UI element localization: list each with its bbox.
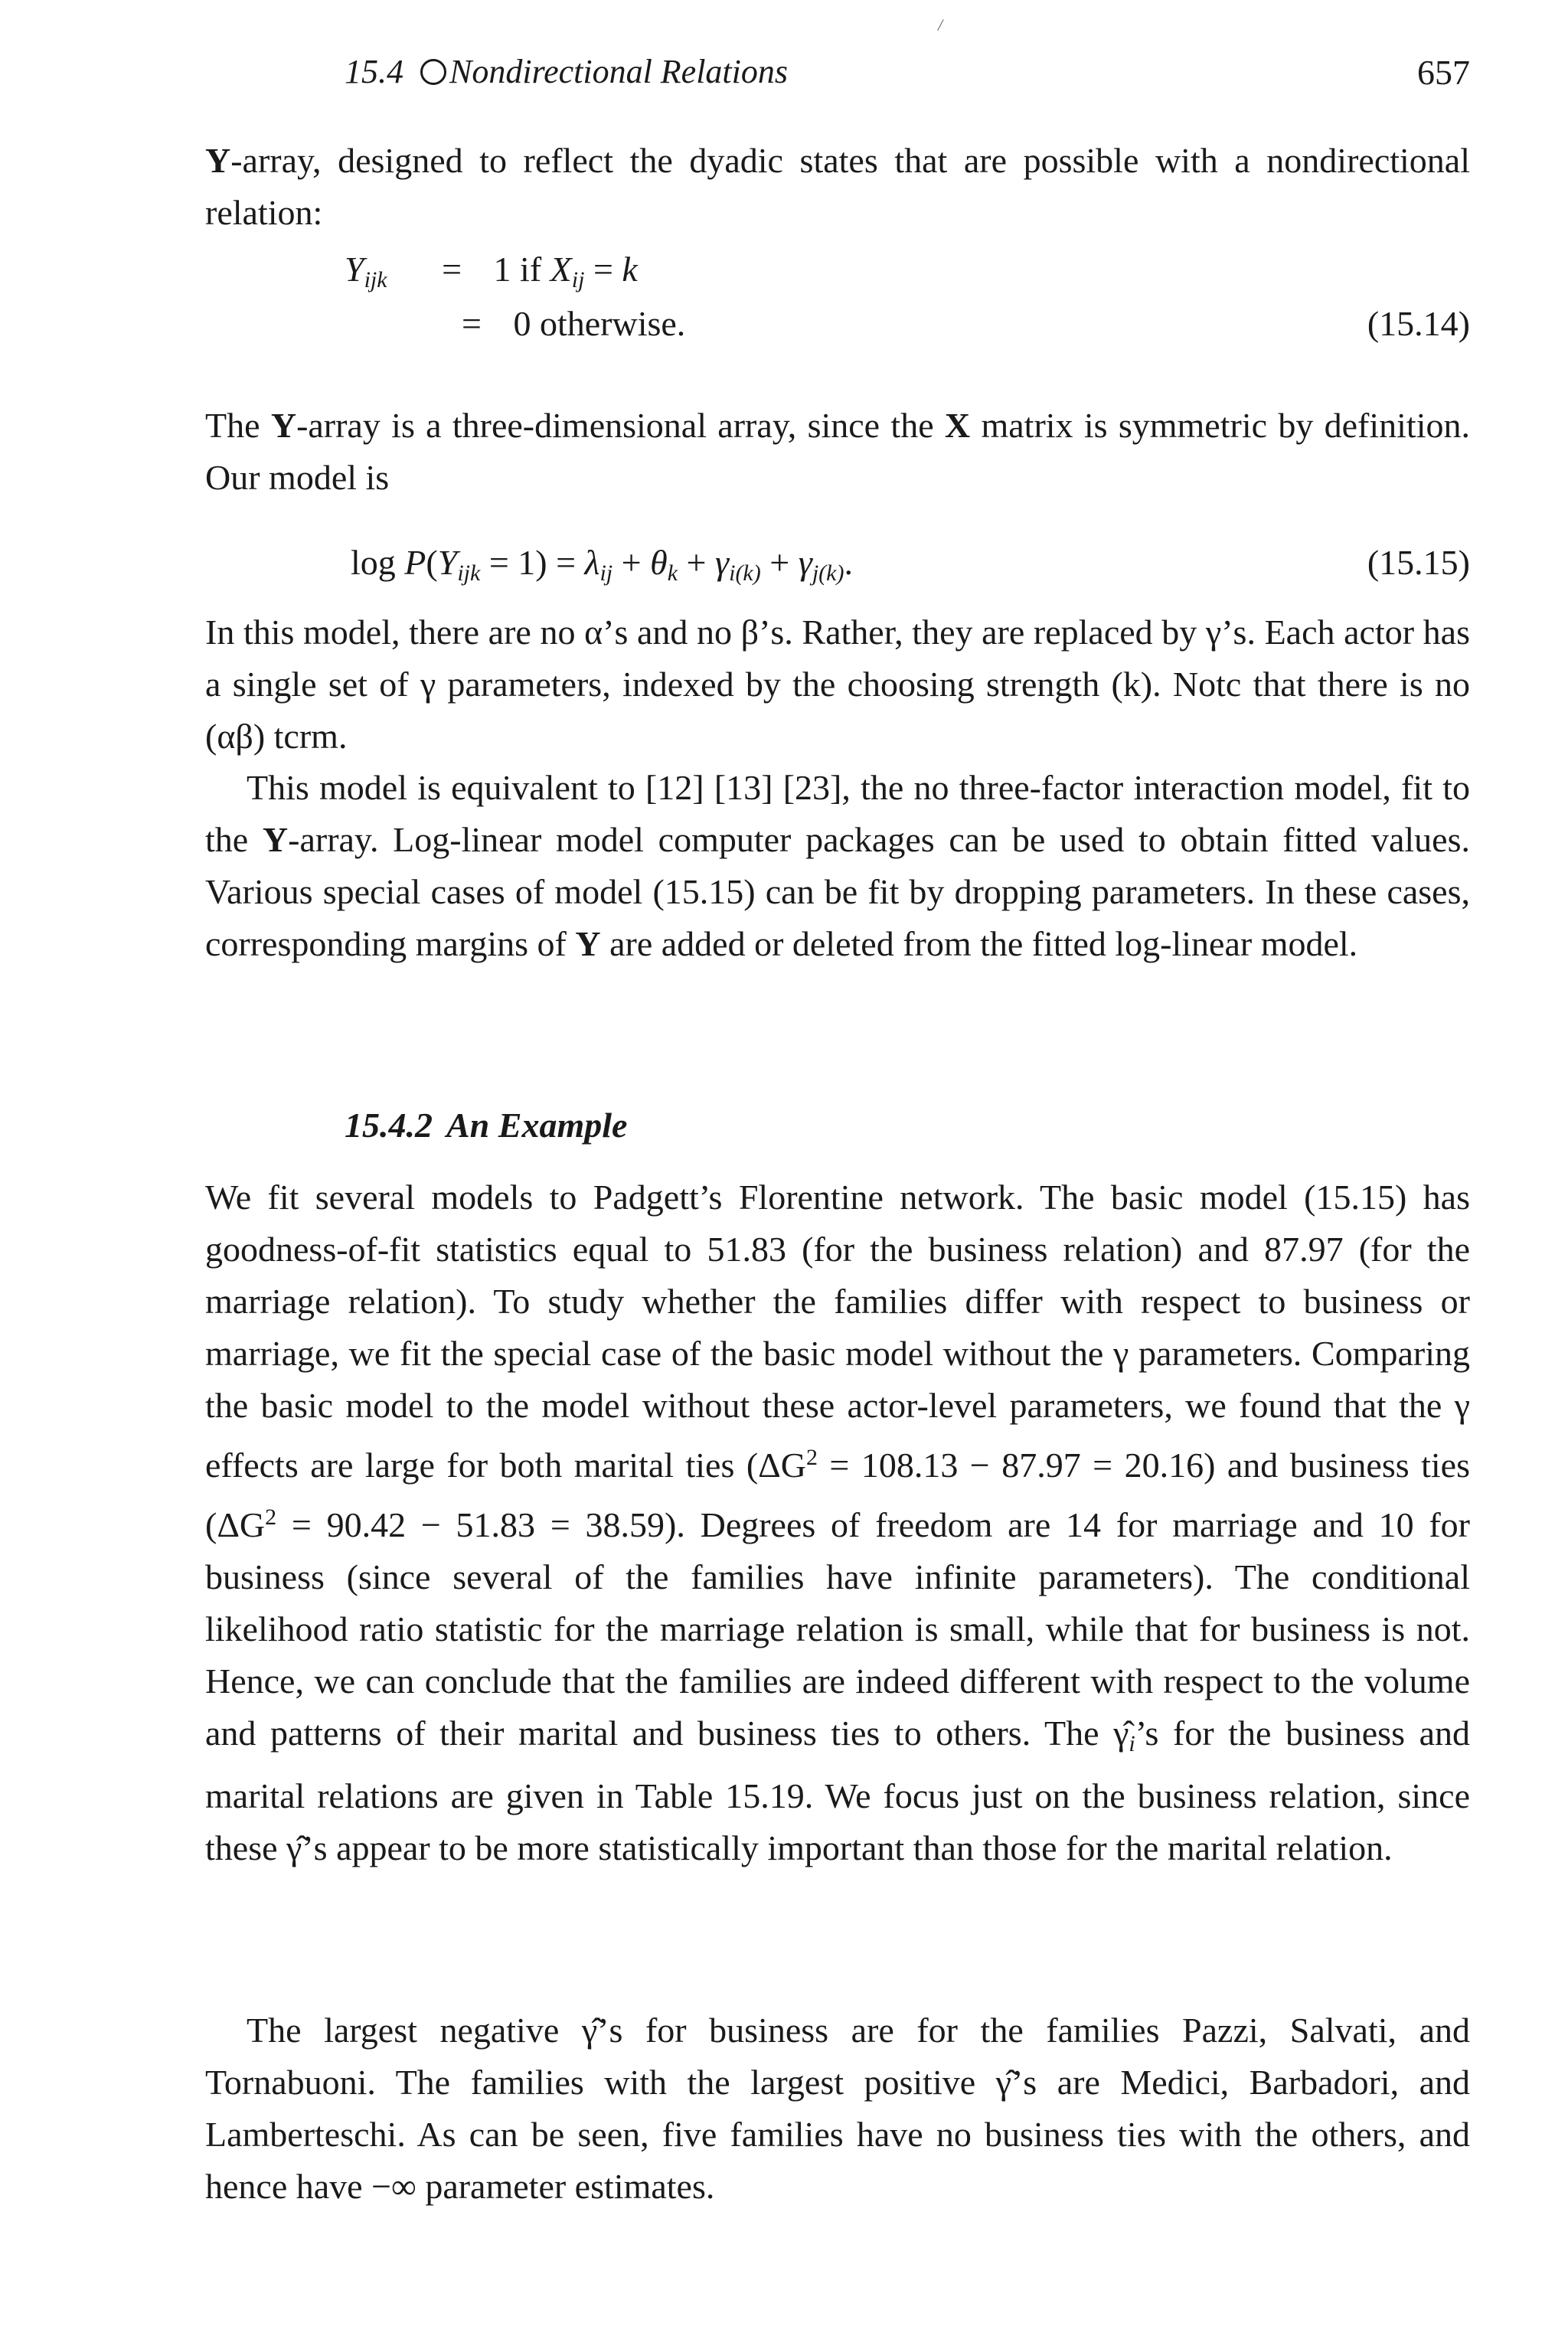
circle-mark-icon [420, 59, 446, 85]
paragraph-example [205, 1171, 1470, 1874]
paragraph-largest [205, 2004, 1470, 2213]
eq15-plus2: + [678, 543, 715, 582]
eq-line1-text: 1 if [493, 250, 550, 289]
equation-15-14-line2 [462, 303, 685, 344]
paragraph-intro-text: -array, designed to reflect the dyadic states that are possible with a nondirectional relation: [205, 141, 1470, 232]
p4-bold-y2: Y [575, 924, 601, 963]
p2-t3: matrix is symmetric by definition. Our model is [205, 406, 1470, 497]
section-title: Nondirectional Relations [449, 53, 788, 90]
bold-y: Y [205, 141, 231, 180]
eq15-lambda: λ [584, 543, 600, 582]
eq-eq-k: = [584, 250, 622, 289]
p5-sup2: 2 [265, 1505, 277, 1530]
p5-sub-i: i [1129, 1731, 1135, 1756]
eq15-p: P [404, 543, 426, 582]
eq15-mid: = 1) = [480, 543, 585, 582]
equation-15-15 [351, 542, 853, 586]
eq-lhs-sub: ijk [364, 267, 387, 292]
eq-line2-text: 0 otherwise. [513, 304, 686, 343]
eq15-gamma1: γ [714, 543, 730, 582]
equation-number-15-15: (15.15) [1367, 543, 1470, 582]
eq-x: X [550, 250, 572, 289]
p2-t1: The [205, 406, 271, 445]
eq15-plus1: + [612, 543, 651, 582]
p2-bold-y: Y [270, 406, 297, 445]
subsection-number: 15.4.2 [345, 1106, 433, 1145]
eq15-gamma2: γ [798, 543, 812, 582]
eq15-lambda-sub: ij [599, 560, 613, 586]
p5-t2: = 108.13 − 87.97 = 20.16) and business ties (ΔG [205, 1446, 1470, 1544]
paragraph-y-array [205, 400, 1470, 504]
eq15-plus3: + [760, 543, 799, 582]
paragraph-model-note-text: In this model, there are no α’s and no β’s. Rather, they are replaced by γ’s. Each actor has a single set of γ parameters, indexed by the choosing strength (k). Notc that there is no (αβ) tcrm. [205, 613, 1470, 756]
paragraph-largest-text: The largest negative γ̂’s for business are for the families Pazzi, Salvati, and Tornabuoni. The families with the largest positive γ̂’s are Medici, Barbadori, and Lamberteschi. As can be seen, five families have no business ties with the others, and hence have −∞ parameter estimates. [205, 2011, 1470, 2206]
eq-sign-2: = [462, 304, 482, 343]
page-number: 657 [1417, 53, 1470, 92]
p4-bold-y1: Y [262, 820, 289, 859]
p5-t4: ’s for the business and marital relations are given in Table 15.19. We focus just on the business relation, since these γ̂’s appear to be more statistically important than those for the marital relation. [205, 1714, 1470, 1867]
eq-k: k [622, 250, 638, 289]
p4-t3: are added or deleted from the fitted log-linear model. [600, 924, 1358, 963]
eq15-open: ( [426, 543, 438, 582]
eq15-gamma1-sub: i(k) [729, 560, 761, 586]
p2-bold-x: X [944, 406, 971, 445]
eq-x-sub: ij [571, 267, 585, 292]
equation-15-14-line1 [345, 249, 638, 293]
eq15-log: log [351, 543, 405, 582]
running-title [345, 52, 788, 91]
p4-t1: This model is equivalent to [12] [13] [23], the no three-factor interaction model, fit to the [205, 768, 1470, 859]
stray-mark: / [938, 15, 943, 34]
running-header [345, 52, 1470, 106]
equation-number-15-14: (15.14) [1367, 304, 1470, 343]
p5-t3: = 90.42 − 51.83 = 38.59). Degrees of freedom are 14 for marriage and 10 for business (since several of the families have infinite parameters). The conditional likelihood ratio statistic for the marriage relation is small, while that for business is not. Hence, we can conclude that the families are indeed different with respect to the volume and patterns of their marital and business ties to others. The γ̂ [205, 1505, 1470, 1753]
subsection-heading [345, 1105, 627, 1145]
eq15-end: . [844, 543, 853, 582]
paragraph-model-note [205, 606, 1470, 763]
subsection-title: An Example [446, 1106, 628, 1145]
eq15-y-sub: ijk [457, 560, 481, 586]
section-number: 15.4 [345, 53, 403, 90]
eq15-y: Y [437, 543, 458, 582]
paragraph-equivalence [205, 762, 1470, 970]
eq-lhs: Y [345, 250, 364, 289]
p5-t1: We fit several models to Padgett’s Florentine network. The basic model (15.15) has goodness-of-fit statistics equal to 51.83 (for the business relation) and 87.97 (for the marriage relation). To study whether the families differ with respect to business or marriage, we fit the special case of the basic model without the γ parameters. Comparing the basic model to the model without these actor-level parameters, we found that the γ effects are large for both marital ties (ΔG [205, 1178, 1470, 1485]
p4-t2: -array. Log-linear model computer packages can be used to obtain fitted values. Various special cases of model (15.15) can be fit by dropping parameters. In these cases, corresponding margins of [205, 820, 1470, 963]
p2-t2: -array is a three-dimensional array, since the [296, 406, 945, 445]
eq15-gamma2-sub: j(k) [812, 560, 844, 586]
paragraph-intro [205, 135, 1470, 239]
eq-sign-1: = [442, 250, 462, 289]
eq15-theta: θ [650, 543, 668, 582]
eq15-theta-sub: k [667, 560, 678, 586]
p5-sup1: 2 [805, 1445, 818, 1470]
